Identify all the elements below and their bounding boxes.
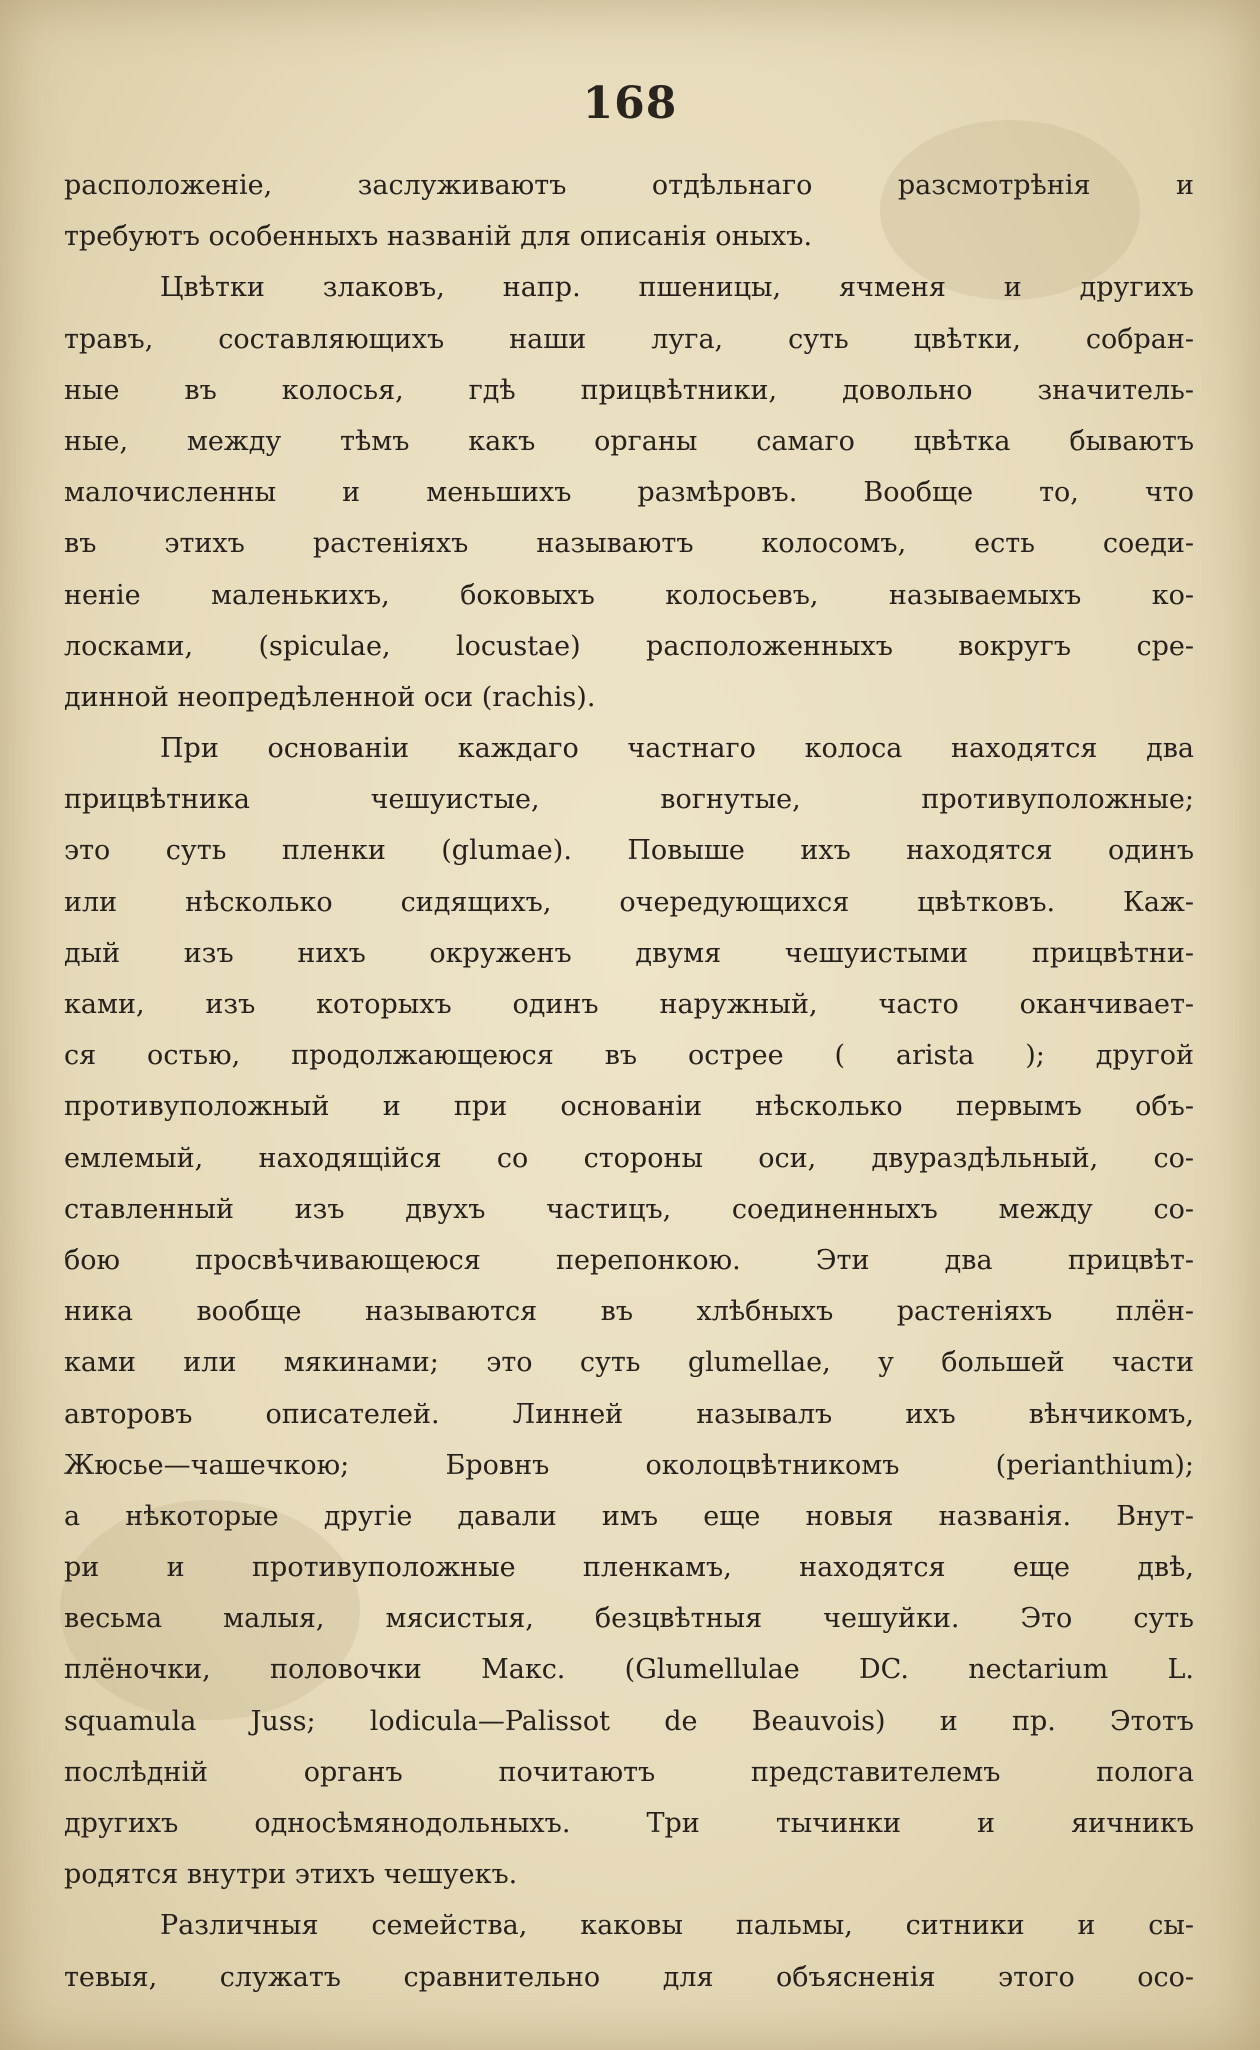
body-text	[64, 160, 1194, 2003]
text-line: дый изъ нихъ окруженъ двумя чешуистыми прицвѣтни-	[64, 937, 1194, 969]
text-line: весьма малыя, мясистыя, безцвѣтныя чешуйки. Это суть	[64, 1603, 1194, 1635]
text-line: родятся внутри этихъ чешуекъ.	[64, 1859, 518, 1891]
text-line: плёночки, половочки Макс. (Glumellulae DC. nectarium L.	[64, 1654, 1194, 1686]
text-line: травъ, составляющихъ наши луга, суть цвѣтки, собран-	[64, 323, 1194, 355]
text-line: въ этихъ растеніяхъ называютъ колосомъ, есть соеди-	[64, 528, 1194, 560]
paragraph-4	[64, 1900, 1194, 2002]
text-line: Различныя семейства, каковы пальмы, ситники и сы-	[160, 1910, 1194, 1942]
text-line: авторовъ описателей. Линней называлъ ихъ вѣнчикомъ,	[64, 1398, 1194, 1430]
text-line: динной неопредѣленной оси (rachis).	[64, 681, 596, 713]
text-line: это суть пленки (glumae). Повыше ихъ находятся одинъ	[64, 835, 1194, 867]
text-line: требуютъ особенныхъ названій для описанія оныхъ.	[64, 221, 813, 253]
text-line: ставленный изъ двухъ частицъ, соединенныхъ между со-	[64, 1193, 1194, 1225]
text-line: ные въ колосья, гдѣ прицвѣтники, довольно значитель-	[64, 374, 1194, 406]
text-line: ками или мякинами; это суть glumellae, у большей части	[64, 1347, 1194, 1379]
text-line: Цвѣтки злаковъ, напр. пшеницы, ячменя и другихъ	[160, 272, 1194, 304]
text-line: послѣдній органъ почитаютъ представителемъ полога	[64, 1756, 1194, 1788]
text-line: бою просвѣчивающеюся перепонкою. Эти два прицвѣт-	[64, 1244, 1194, 1276]
text-line: противуположный и при основаніи нѣсколько первымъ объ-	[64, 1091, 1194, 1123]
text-line: расположеніе, заслуживаютъ отдѣльнаго разсмотрѣнія и	[64, 170, 1194, 201]
text-line: прицвѣтника чешуистые, вогнутые, противуположные;	[64, 784, 1194, 816]
text-line: неніе маленькихъ, боковыхъ колосьевъ, называемыхъ ко-	[64, 579, 1194, 611]
text-line: ся остью, продолжающеюся въ острее ( arista ); другой	[64, 1040, 1194, 1072]
paragraph-2	[64, 262, 1194, 723]
text-line: емлемый, находящійся со стороны оси, двураздѣльный, со-	[64, 1142, 1194, 1174]
text-line: ками, изъ которыхъ одинъ наружный, часто оканчивает-	[64, 989, 1194, 1020]
text-line: малочисленны и меньшихъ размѣровъ. Вообще то, что	[64, 477, 1194, 509]
text-line: а нѣкоторые другіе давали имъ еще новыя названія. Внут-	[64, 1500, 1194, 1532]
text-line: или нѣсколько сидящихъ, очередующихся цвѣтковъ. Каж-	[64, 886, 1194, 918]
text-line: При основаніи каждаго частнаго колоса находятся два	[160, 733, 1194, 765]
paragraph-3	[64, 723, 1194, 1900]
text-line: другихъ односѣмянодольныхъ. Три тычинки и яичникъ	[64, 1808, 1194, 1839]
text-line: ри и противуположные пленкамъ, находятся еще двѣ,	[64, 1552, 1194, 1584]
text-line: тевыя, служатъ сравнительно для объясненія этого осо-	[64, 1961, 1194, 1993]
paragraph-1	[64, 160, 1194, 262]
text-line: Жюсье—чашечкою; Бровнъ околоцвѣтникомъ (perianthium);	[64, 1449, 1194, 1481]
text-line: squamula Juss; lodicula—Palissot de Beauvois) и пр. Этотъ	[64, 1705, 1194, 1737]
page-number: 168	[582, 78, 678, 129]
text-line: лосками, (spiculae, locustae) расположенныхъ вокругъ сре-	[64, 630, 1194, 662]
text-line: ные, между тѣмъ какъ органы самаго цвѣтка бываютъ	[64, 425, 1194, 457]
text-line: ника вообще называются въ хлѣбныхъ растеніяхъ плён-	[64, 1296, 1194, 1328]
